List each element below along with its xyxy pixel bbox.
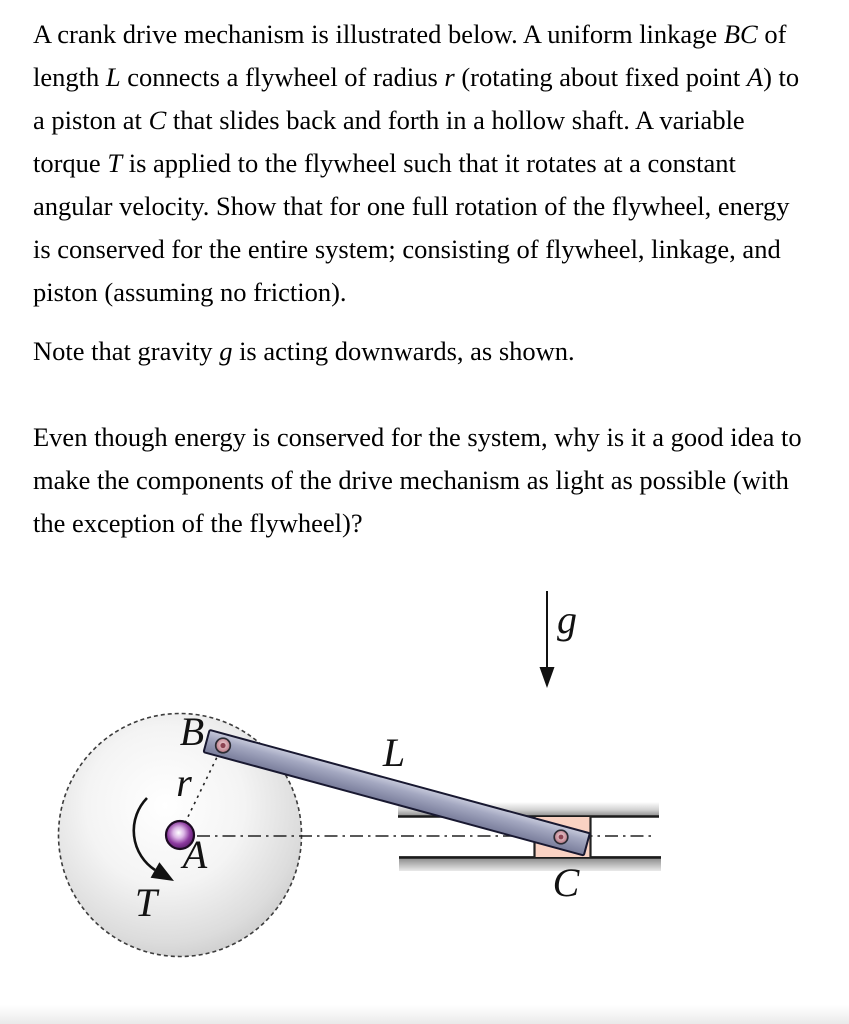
cylinder-bottom-wall (399, 859, 661, 871)
label-crank-pin: B (179, 709, 205, 754)
label-torque: T (134, 880, 158, 925)
gravity-arrowhead-icon (540, 667, 555, 688)
label-crank-radius: r (176, 760, 192, 805)
problem-statement: A crank drive mechanism is illustrated below. A uniform linkage BC of length L connects a flywheel of radius r (rotating about fixed point A) to a piston at C that slides back and forth in a hollow shaft. A variable torque T is applied to the flywheel such that it rotates at a constant angular velocity. Show that for one full rotation of the flywheel, energy is conserved for the entire system; consisting of flywheel, linkage, and piston (assuming no friction). (33, 19, 800, 307)
gravity-note: Note that gravity g is acting downwards, as shown. (33, 336, 575, 366)
label-linkage: L (382, 730, 406, 775)
label-gravity: g (557, 597, 577, 642)
piston-pin-center (559, 835, 564, 840)
label-axle: A (182, 832, 208, 877)
lightweight-question: Even though energy is conserved for the system, why is it a good idea to make the components of the drive mechanism as light as possible (with the exception of the flywheel)? (33, 422, 802, 538)
label-piston: C (552, 860, 580, 905)
bottom-scroll-edge (0, 1005, 849, 1024)
crank-pin-center (220, 743, 225, 748)
